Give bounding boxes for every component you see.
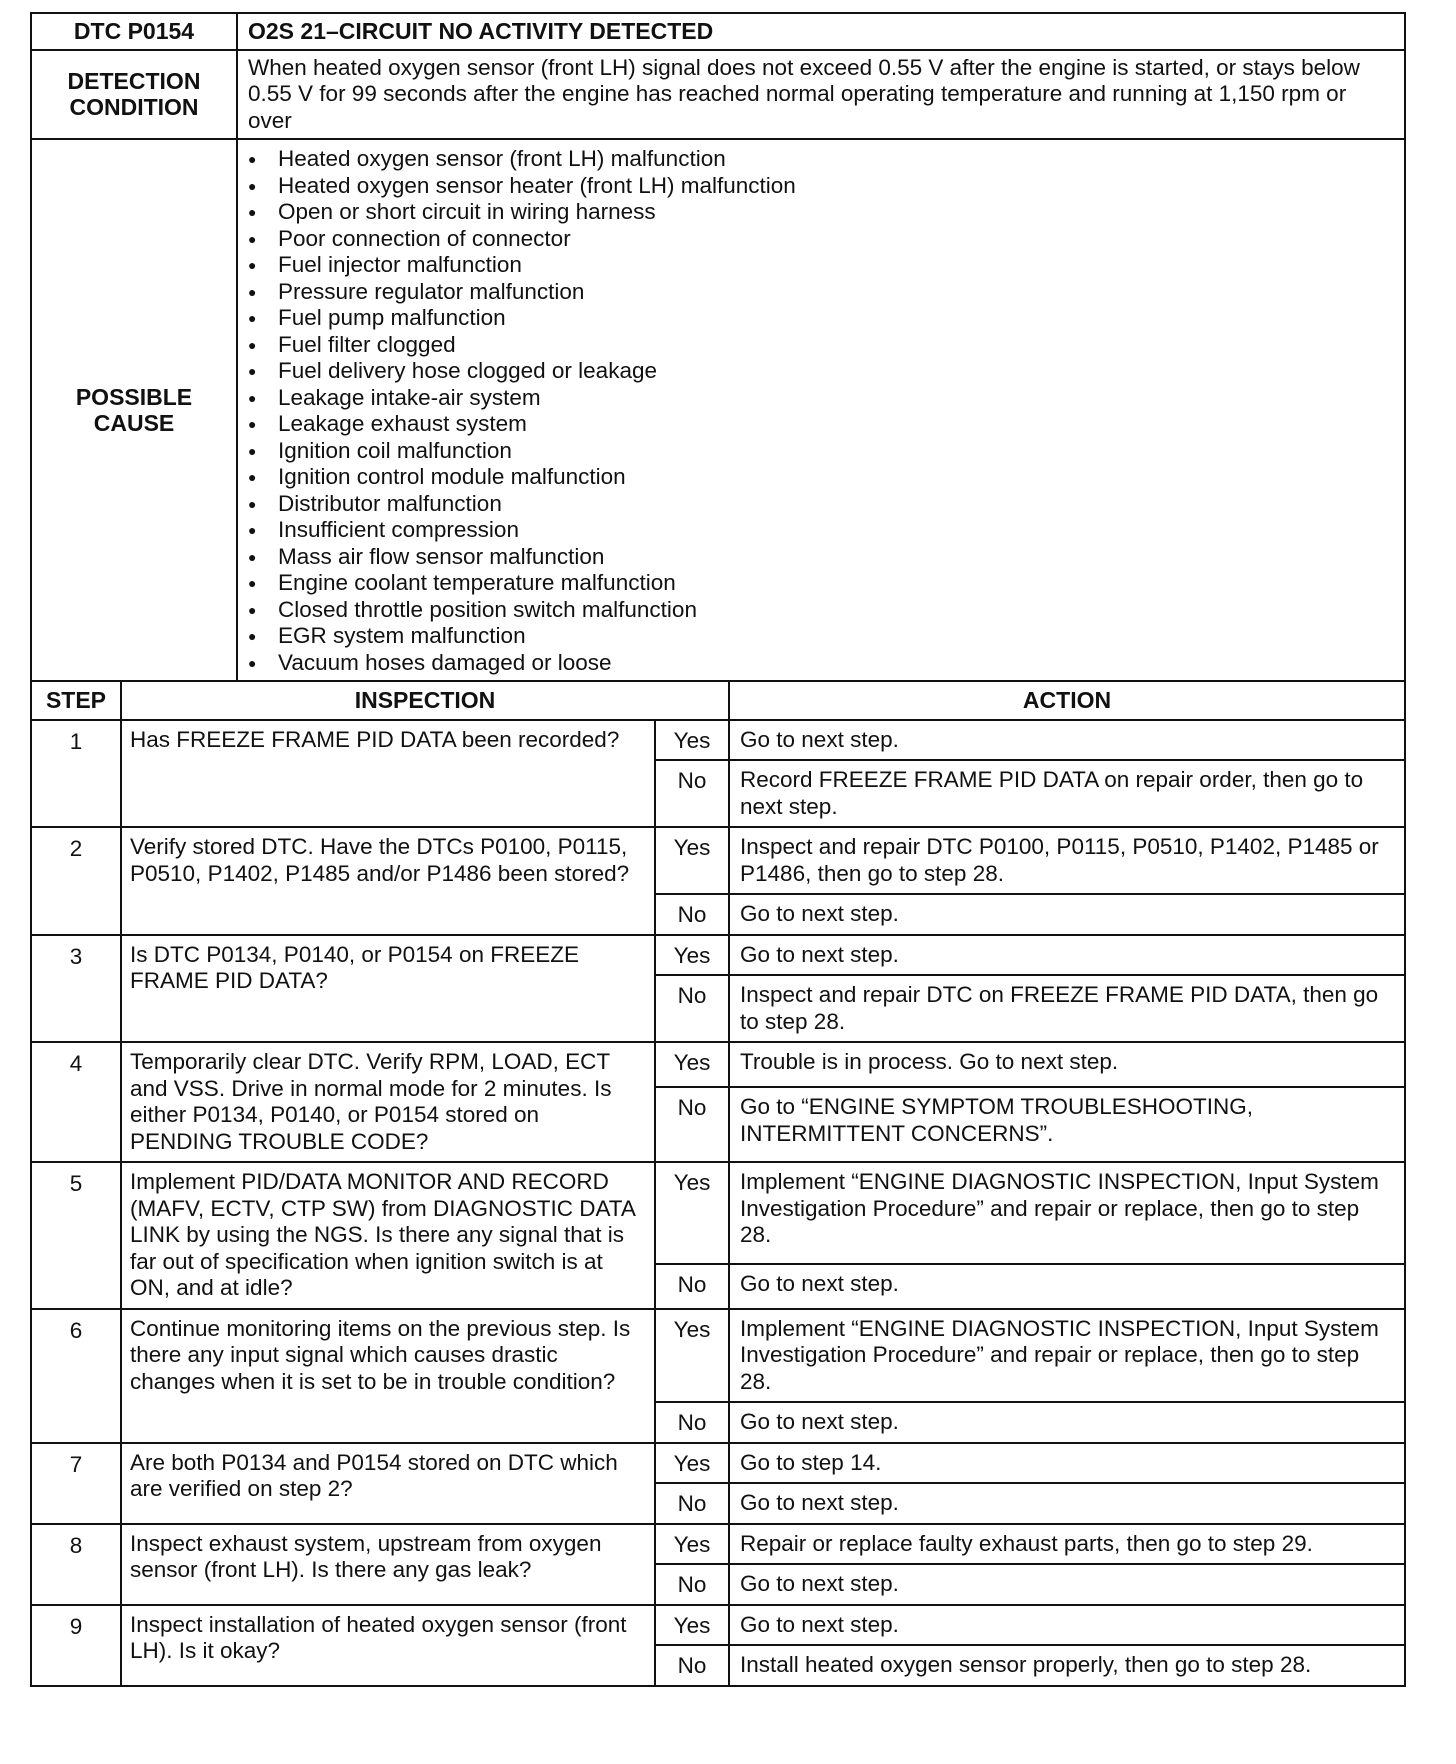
step-number: 4 [31, 1042, 121, 1162]
step-number: 9 [31, 1605, 121, 1686]
no-label: No [655, 1645, 729, 1686]
no-label: No [655, 894, 729, 935]
step-column-header: STEP [31, 681, 121, 720]
possible-cause-item: ● Closed throttle position switch malfunction [248, 597, 1394, 624]
possible-cause-row [31, 139, 1405, 681]
yes-label: Yes [655, 1605, 729, 1646]
possible-cause-item: ● Poor connection of connector [248, 226, 1394, 253]
possible-cause-item: ● Distributor malfunction [248, 491, 1394, 518]
detection-label-line1: DETECTION [67, 67, 201, 94]
step-row-yes [31, 1309, 1405, 1403]
no-action: Go to next step. [729, 1264, 1405, 1308]
step-row-yes [31, 1443, 1405, 1484]
possible-cause-item: ● Mass air flow sensor malfunction [248, 544, 1394, 571]
step-number: 1 [31, 720, 121, 828]
yes-label: Yes [655, 1309, 729, 1403]
step-number: 6 [31, 1309, 121, 1443]
step-inspection: Continue monitoring items on the previous step. Is there any input signal which causes drastic changes when it is set to be in trouble condition? [121, 1309, 655, 1443]
no-action: Install heated oxygen sensor properly, then go to step 28. [729, 1645, 1405, 1686]
step-number: 5 [31, 1162, 121, 1309]
yes-label: Yes [655, 1524, 729, 1565]
detection-label-line2: CONDITION [69, 94, 199, 121]
possible-cause-item: ● Heated oxygen sensor (front LH) malfunction [248, 146, 1394, 173]
yes-action: Inspect and repair DTC P0100, P0115, P0510, P1402, P1485 or P1486, then go to step 28. [729, 827, 1405, 894]
possible-cause-item: ● Fuel delivery hose clogged or leakage [248, 358, 1394, 385]
no-label: No [655, 975, 729, 1042]
detection-condition-label [31, 50, 237, 140]
step-inspection: Is DTC P0134, P0140, or P0154 on FREEZE FRAME PID DATA? [121, 935, 655, 1043]
possible-cause-item: ● Engine coolant temperature malfunction [248, 570, 1394, 597]
yes-label: Yes [655, 1042, 729, 1087]
step-row-yes [31, 1524, 1405, 1565]
possible-cause-item: ● Leakage intake-air system [248, 385, 1394, 412]
yes-action: Go to next step. [729, 1605, 1405, 1646]
step-inspection: Implement PID/DATA MONITOR AND RECORD (MAFV, ECTV, CTP SW) from DIAGNOSTIC DATA LINK by using the NGS. Is there any signal that is far out of specification when ignition switch is at ON, and at idle? [121, 1162, 655, 1309]
detection-condition-text: When heated oxygen sensor (front LH) signal does not exceed 0.55 V after the engine is started, or stays below 0.55 V for 99 seconds after the engine has reached normal operating temperature and running at 1,150 rpm or over [237, 50, 1405, 140]
step-row-yes [31, 935, 1405, 976]
cause-label-line1: POSSIBLE [75, 383, 193, 410]
no-label: No [655, 1087, 729, 1162]
possible-cause-item: ● Open or short circuit in wiring harness [248, 199, 1394, 226]
yes-action: Go to next step. [729, 935, 1405, 976]
yes-label: Yes [655, 1162, 729, 1264]
possible-cause-item: ● Pressure regulator malfunction [248, 279, 1394, 306]
inspection-steps [31, 720, 1405, 1686]
yes-label: Yes [655, 935, 729, 976]
yes-action: Implement “ENGINE DIAGNOSTIC INSPECTION, Input System Investigation Procedure” and repair or replace, then go to step 28. [729, 1309, 1405, 1403]
no-action: Go to next step. [729, 894, 1405, 935]
possible-cause-item: ● Fuel injector malfunction [248, 252, 1394, 279]
possible-cause-item: ● Heated oxygen sensor heater (front LH) malfunction [248, 173, 1394, 200]
possible-cause-item: ● Fuel pump malfunction [248, 305, 1394, 332]
possible-cause-item: ● Insufficient compression [248, 517, 1394, 544]
step-row-yes [31, 1605, 1405, 1646]
dtc-row [31, 13, 1405, 50]
detection-row [31, 50, 1405, 140]
no-label: No [655, 1264, 729, 1308]
no-action: Record FREEZE FRAME PID DATA on repair order, then go to next step. [729, 760, 1405, 827]
yes-action: Repair or replace faulty exhaust parts, then go to step 29. [729, 1524, 1405, 1565]
possible-cause-item: ● Vacuum hoses damaged or loose [248, 650, 1394, 677]
yes-action: Implement “ENGINE DIAGNOSTIC INSPECTION, Input System Investigation Procedure” and repair or replace, then go to step 28. [729, 1162, 1405, 1264]
step-number: 2 [31, 827, 121, 935]
inspection-table [30, 680, 1406, 1687]
no-action: Go to “ENGINE SYMPTOM TROUBLESHOOTING, INTERMITTENT CONCERNS”. [729, 1087, 1405, 1162]
step-row-yes [31, 1042, 1405, 1087]
yes-action: Go to step 14. [729, 1443, 1405, 1484]
step-row-yes [31, 720, 1405, 761]
possible-cause-list [238, 140, 1404, 680]
possible-cause-item: ● Ignition coil malfunction [248, 438, 1394, 465]
possible-cause-item: ● Leakage exhaust system [248, 411, 1394, 438]
no-action: Go to next step. [729, 1483, 1405, 1524]
no-label: No [655, 1483, 729, 1524]
step-inspection: Are both P0134 and P0154 stored on DTC which are verified on step 2? [121, 1443, 655, 1524]
no-label: No [655, 1564, 729, 1605]
step-number: 3 [31, 935, 121, 1043]
yes-label: Yes [655, 827, 729, 894]
action-column-header: ACTION [729, 681, 1405, 720]
yes-label: Yes [655, 720, 729, 761]
no-label: No [655, 1402, 729, 1443]
diagnostic-document [30, 12, 1406, 1687]
step-inspection: Inspect exhaust system, upstream from oxygen sensor (front LH). Is there any gas leak? [121, 1524, 655, 1605]
yes-label: Yes [655, 1443, 729, 1484]
step-inspection: Inspect installation of heated oxygen sensor (front LH). Is it okay? [121, 1605, 655, 1686]
cause-label-line2: CAUSE [93, 410, 175, 436]
dtc-code-label: DTC P0154 [31, 13, 237, 50]
step-row-yes [31, 827, 1405, 894]
inspection-header-row [31, 681, 1405, 720]
no-action: Inspect and repair DTC on FREEZE FRAME PID DATA, then go to step 28. [729, 975, 1405, 1042]
no-label: No [655, 760, 729, 827]
step-inspection: Temporarily clear DTC. Verify RPM, LOAD, ECT and VSS. Drive in normal mode for 2 minutes. Is either P0134, P0140, or P0154 stored on PENDING TROUBLE CODE? [121, 1042, 655, 1162]
no-action: Go to next step. [729, 1564, 1405, 1605]
yes-action: Trouble is in process. Go to next step. [729, 1042, 1405, 1087]
step-inspection: Has FREEZE FRAME PID DATA been recorded? [121, 720, 655, 828]
step-number: 7 [31, 1443, 121, 1524]
step-row-yes [31, 1162, 1405, 1264]
possible-cause-item: ● EGR system malfunction [248, 623, 1394, 650]
inspection-column-header: INSPECTION [121, 681, 729, 720]
dtc-header-table [30, 12, 1406, 682]
possible-cause-item: ● Fuel filter clogged [248, 332, 1394, 359]
possible-cause-cell [237, 139, 1405, 681]
possible-cause-label [31, 139, 237, 681]
yes-action: Go to next step. [729, 720, 1405, 761]
step-number: 8 [31, 1524, 121, 1605]
possible-cause-item: ● Ignition control module malfunction [248, 464, 1394, 491]
step-inspection: Verify stored DTC. Have the DTCs P0100, P0115, P0510, P1402, P1485 and/or P1486 been stored? [121, 827, 655, 935]
no-action: Go to next step. [729, 1402, 1405, 1443]
dtc-title: O2S 21–CIRCUIT NO ACTIVITY DETECTED [237, 13, 1405, 50]
